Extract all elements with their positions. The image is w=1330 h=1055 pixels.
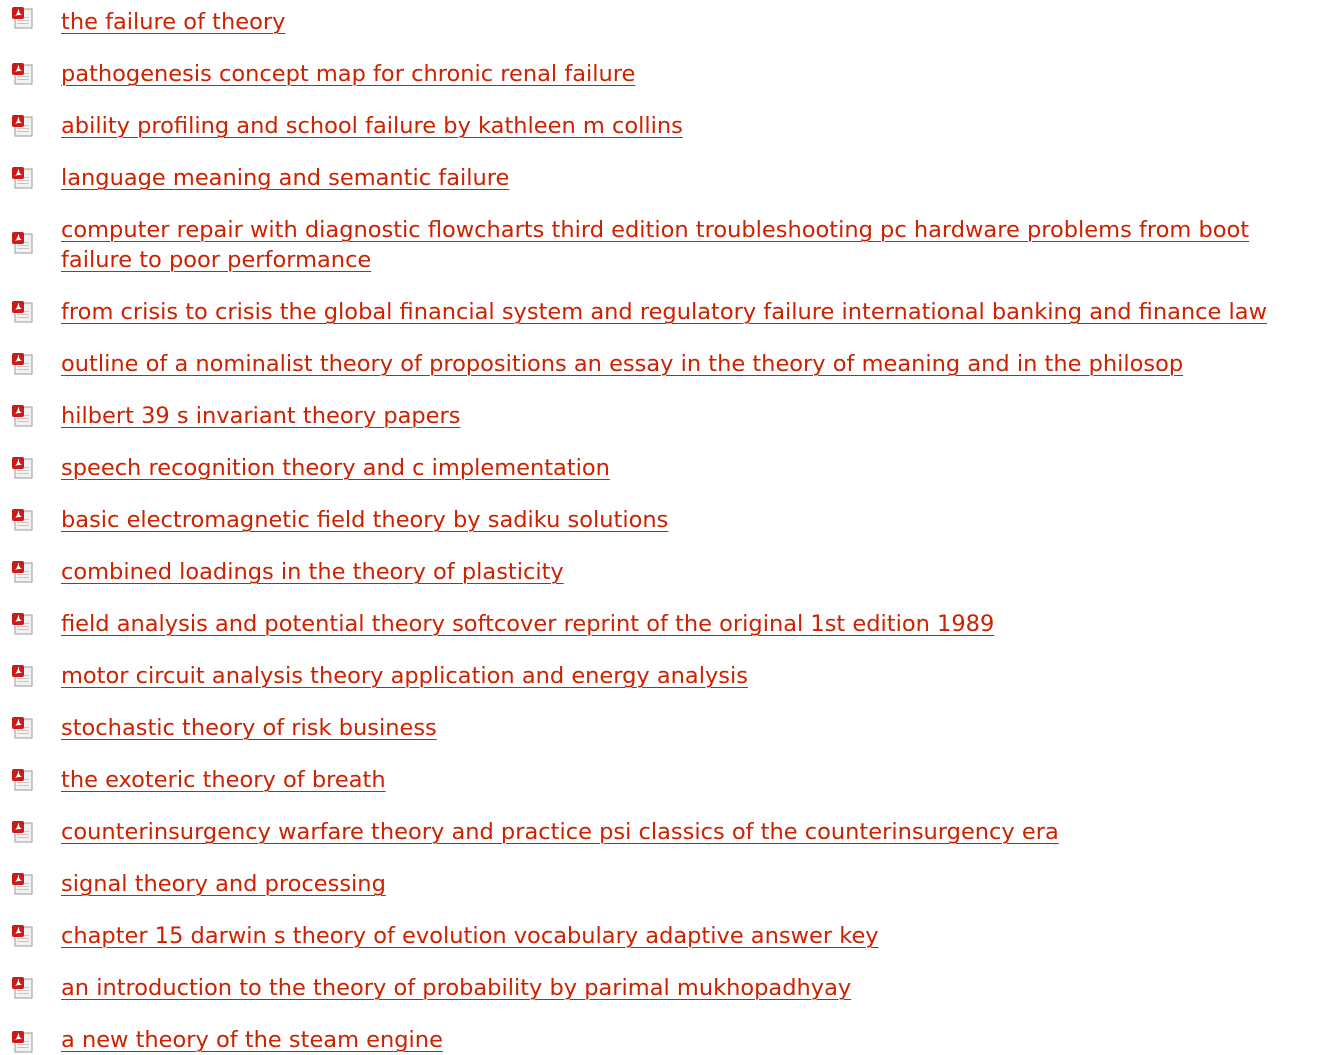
pdf-icon xyxy=(12,232,35,254)
document-link[interactable]: outline of a nominalist theory of propositions an essay in the theory of meaning and in the philosop xyxy=(61,351,1184,377)
pdf-icon xyxy=(12,821,35,843)
pdf-icon xyxy=(12,167,35,189)
document-link[interactable]: an introduction to the theory of probability by parimal mukhopadhyay xyxy=(61,975,852,1001)
pdf-icon-graphic xyxy=(12,167,35,189)
pdf-icon-graphic xyxy=(12,115,35,137)
document-link[interactable]: the failure of theory xyxy=(61,9,286,35)
document-link[interactable]: stochastic theory of risk business xyxy=(61,715,437,741)
document-link[interactable]: chapter 15 darwin s theory of evolution vocabulary adaptive answer key xyxy=(61,923,879,949)
pdf-icon-graphic xyxy=(12,63,35,85)
pdf-icon xyxy=(12,115,35,137)
pdf-icon xyxy=(12,717,35,739)
document-link[interactable]: combined loadings in the theory of plasticity xyxy=(61,559,564,585)
document-link[interactable]: computer repair with diagnostic flowcharts third edition troubleshooting pc hardware problems from boot failure to poor performance xyxy=(61,217,1250,273)
pdf-icon xyxy=(12,353,35,375)
pdf-icon-graphic xyxy=(12,821,35,843)
pdf-icon xyxy=(12,977,35,999)
pdf-icon-graphic xyxy=(12,665,35,687)
document-link[interactable]: pathogenesis concept map for chronic renal failure xyxy=(61,61,636,87)
pdf-icon-graphic xyxy=(12,977,35,999)
pdf-icon-graphic xyxy=(12,561,35,583)
pdf-icon xyxy=(12,457,35,479)
pdf-icon-graphic xyxy=(12,613,35,635)
pdf-icon-graphic xyxy=(12,353,35,375)
document-link[interactable]: basic electromagnetic field theory by sadiku solutions xyxy=(61,507,669,533)
pdf-icon-graphic xyxy=(12,1031,35,1053)
document-link[interactable]: language meaning and semantic failure xyxy=(61,165,510,191)
pdf-icon-graphic xyxy=(12,769,35,791)
pdf-icon-graphic xyxy=(12,717,35,739)
pdf-icon xyxy=(12,873,35,895)
document-link[interactable]: motor circuit analysis theory application and energy analysis xyxy=(61,663,748,689)
pdf-icon-graphic xyxy=(12,405,35,427)
document-link[interactable]: a new theory of the steam engine xyxy=(61,1027,443,1053)
pdf-icon-graphic xyxy=(12,7,35,29)
pdf-icon xyxy=(12,7,35,29)
pdf-icon-graphic xyxy=(12,925,35,947)
pdf-icon xyxy=(12,301,35,323)
pdf-icon-graphic xyxy=(12,509,35,531)
pdf-icon xyxy=(12,405,35,427)
pdf-icon xyxy=(12,665,35,687)
pdf-icon-graphic xyxy=(12,873,35,895)
document-link[interactable]: counterinsurgency warfare theory and practice psi classics of the counterinsurgency era xyxy=(61,819,1059,845)
pdf-icon xyxy=(12,613,35,635)
document-link[interactable]: field analysis and potential theory softcover reprint of the original 1st edition 1989 xyxy=(61,611,995,637)
pdf-icon-graphic xyxy=(12,301,35,323)
document-link[interactable]: speech recognition theory and c implementation xyxy=(61,455,610,481)
document-link[interactable]: the exoteric theory of breath xyxy=(61,767,386,793)
pdf-icon-graphic xyxy=(12,457,35,479)
pdf-icon xyxy=(12,509,35,531)
document-link[interactable]: hilbert 39 s invariant theory papers xyxy=(61,403,461,429)
pdf-icon xyxy=(12,925,35,947)
pdf-icon xyxy=(12,63,35,85)
pdf-icon xyxy=(12,1031,35,1053)
pdf-icon-graphic xyxy=(12,232,35,254)
document-link[interactable]: signal theory and processing xyxy=(61,871,386,897)
document-link[interactable]: from crisis to crisis the global financial system and regulatory failure international banking and finance law xyxy=(61,299,1267,325)
pdf-icon xyxy=(12,561,35,583)
pdf-icon xyxy=(12,769,35,791)
document-link[interactable]: ability profiling and school failure by kathleen m collins xyxy=(61,113,683,139)
